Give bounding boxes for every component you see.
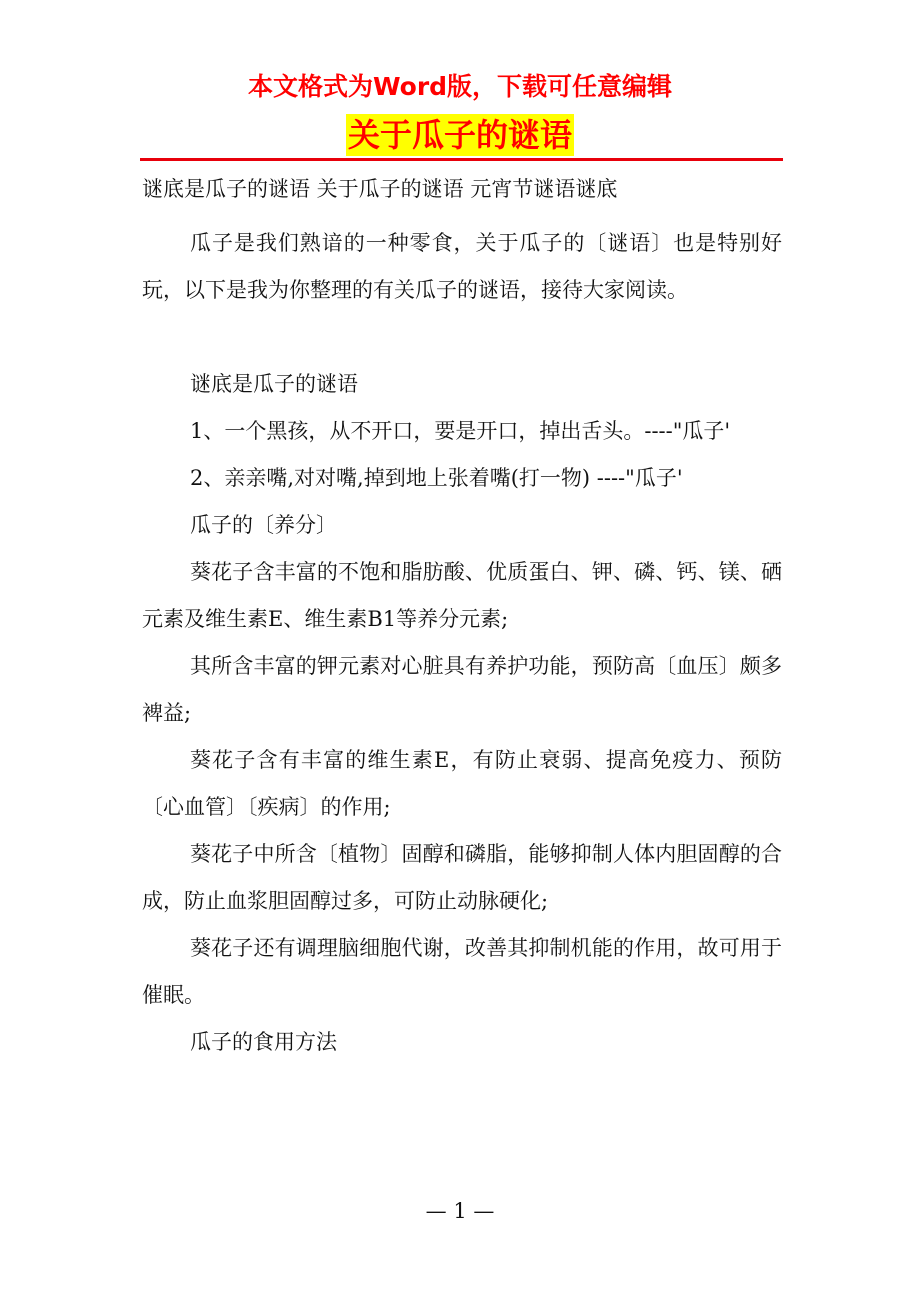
document-title: 关于瓜子的谜语 [347, 116, 572, 154]
riddle-item: 2、亲亲嘴,对对嘴,掉到地上张着嘴(打一物) ----"瓜子' [190, 466, 683, 490]
section-heading-riddles: 谜底是瓜子的谜语 [190, 372, 358, 396]
section-heading-eating: 瓜子的食用方法 [190, 1030, 337, 1054]
body-paragraph: 其所含丰富的钾元素对心脏具有养护功能，预防高〔血压〕颇多裨益; [142, 654, 782, 725]
section-heading-nutrition: 瓜子的〔养分〕 [190, 513, 337, 537]
body-paragraph: 葵花子还有调理脑细胞代谢，改善其抑制机能的作用，故可用于催眠。 [142, 936, 782, 1007]
blank-line [142, 314, 782, 361]
body-paragraph: 葵花子含丰富的不饱和脂肪酸、优质蛋白、钾、磷、钙、镁、硒元素及维生素E、维生素B1等养分元素; [142, 560, 782, 631]
title-container [0, 114, 920, 156]
body-paragraph: 葵花子中所含〔植物〕固醇和磷脂，能够抑制人体内胆固醇的合成，防止血浆胆固醇过多，可防止动脉硬化; [142, 842, 782, 913]
header-divider [140, 158, 783, 161]
body-paragraph: 葵花子含有丰富的维生素E，有防止衰弱、提高免疫力、预防〔心血管〕〔疾病〕的作用; [142, 748, 782, 819]
keyword-line: 谜底是瓜子的谜语 关于瓜子的谜语 元宵节谜语谜底 [142, 177, 618, 201]
format-notice: 本文格式为Word版，下载可任意编辑 [247, 72, 673, 101]
document-body [142, 220, 782, 1066]
intro-paragraph: 瓜子是我们熟谙的一种零食，关于瓜子的〔谜语〕也是特别好玩，以下是我为你整理的有关瓜子的谜语，接待大家阅读。 [142, 231, 782, 302]
page-number: — 1 — [425, 1199, 495, 1223]
riddle-item: 1、一个黑孩，从不开口，要是开口，掉出舌头。----"瓜子' [190, 419, 731, 443]
